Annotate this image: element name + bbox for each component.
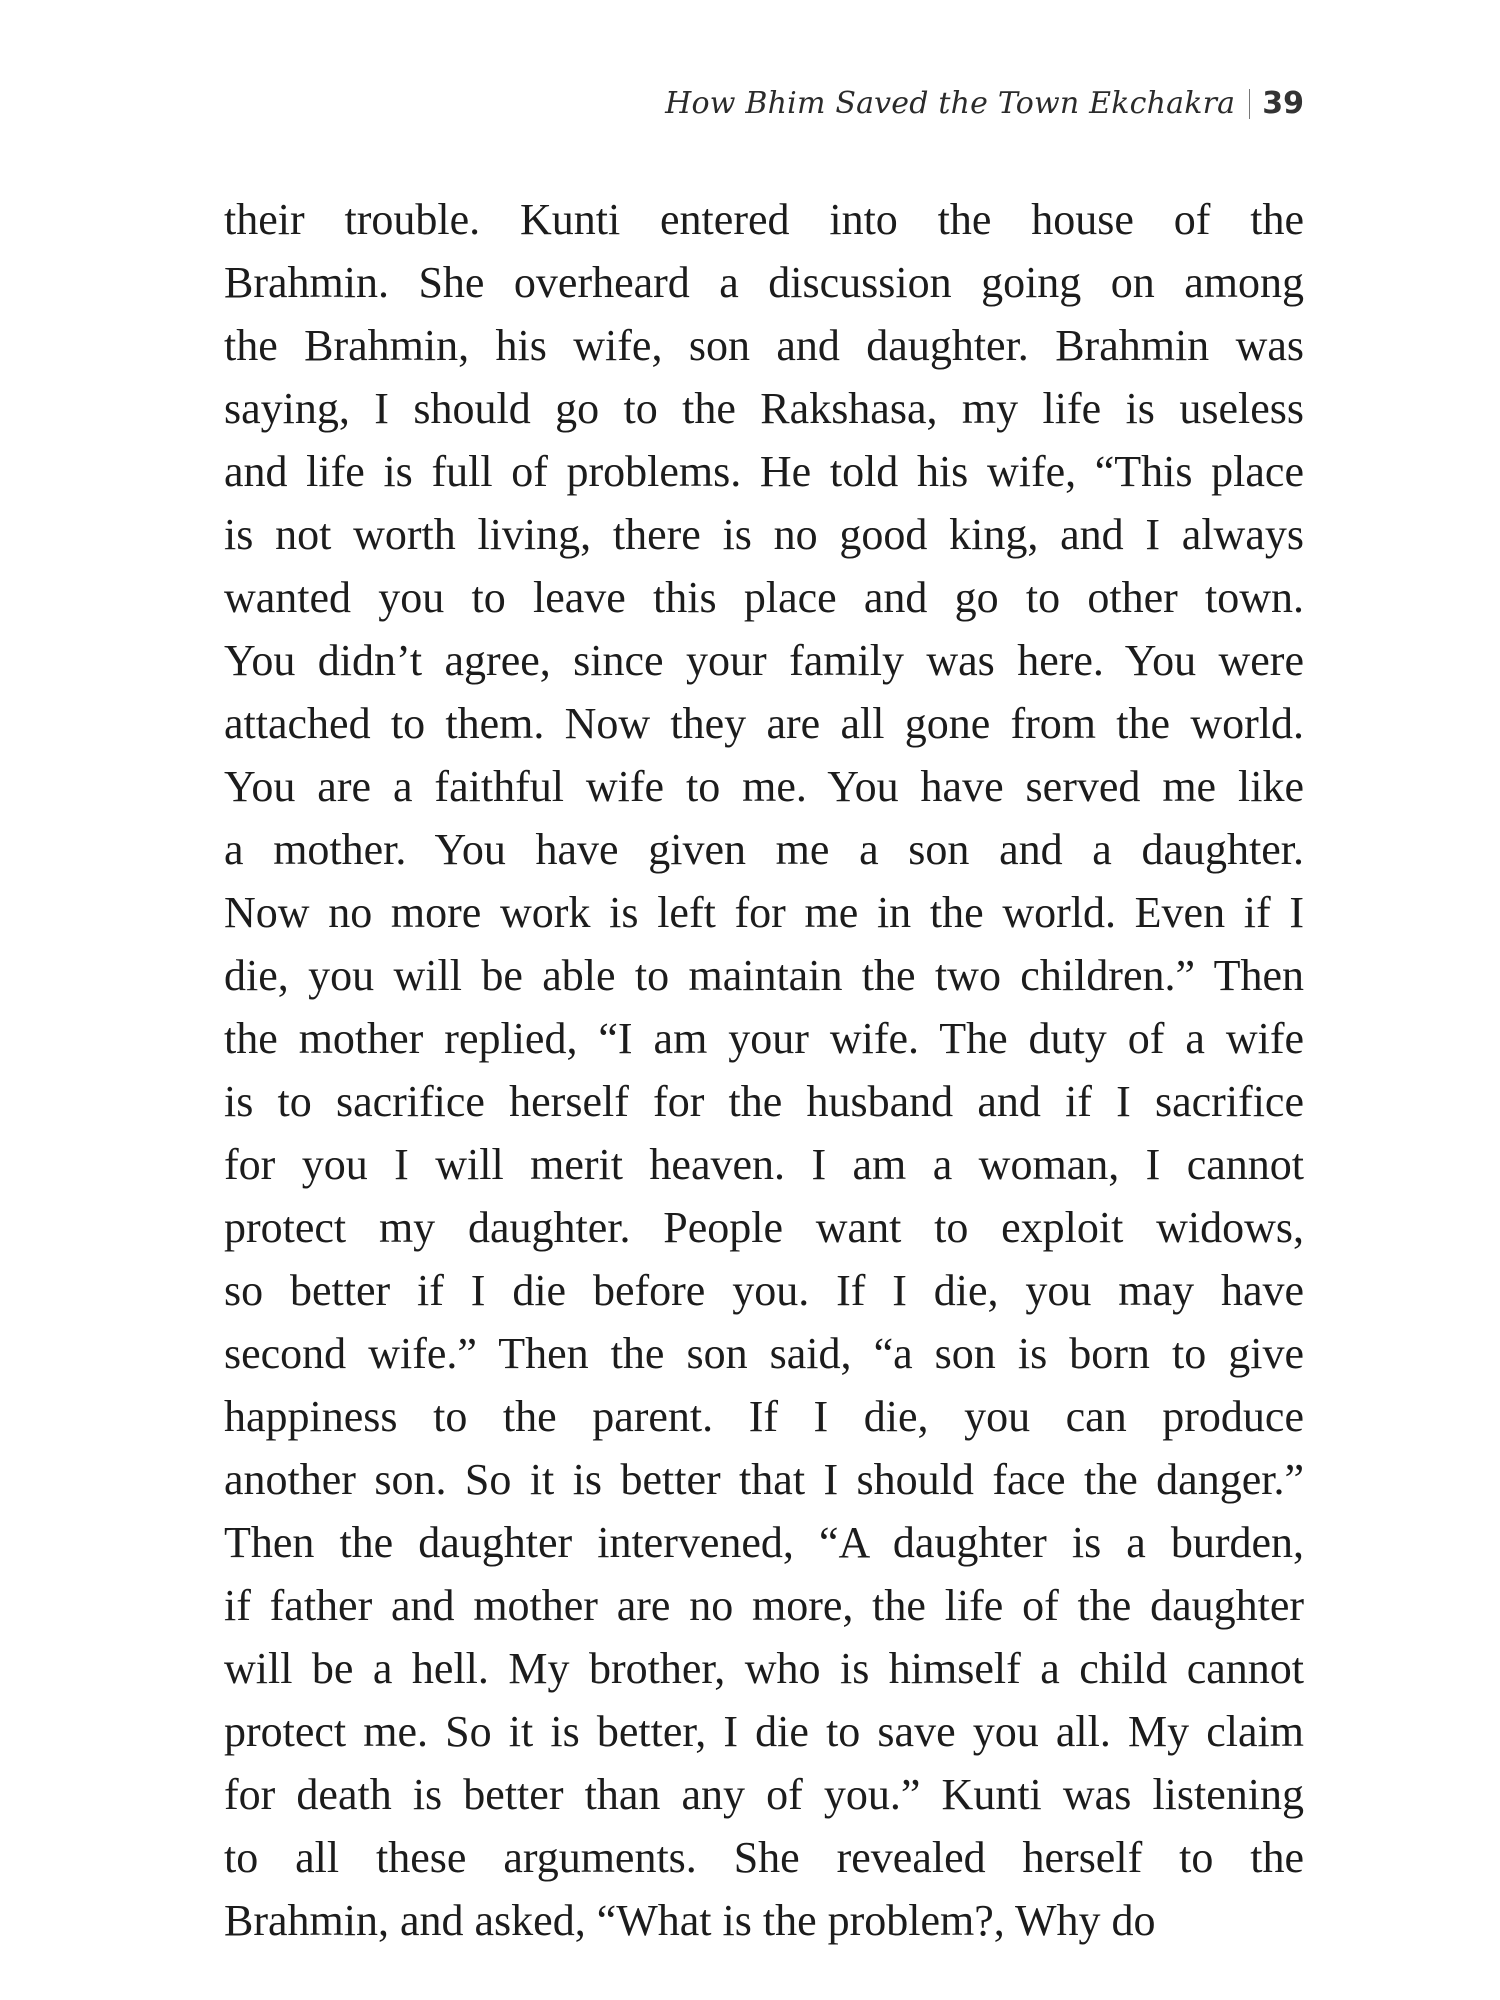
text-line: Brahmin, and asked, “What is the problem?, Why do bbox=[224, 1896, 1156, 1945]
text-line: You didn’t agree, since your family was here. You were bbox=[224, 636, 1304, 685]
text-line: a mother. You have given me a son and a daughter. bbox=[224, 825, 1304, 874]
text-line: so better if I die before you. If I die, you may have bbox=[224, 1266, 1304, 1315]
header-separator bbox=[1249, 89, 1250, 119]
page-number: 39 bbox=[1262, 86, 1304, 121]
text-line: another son. So it is better that I should face the danger.” bbox=[224, 1455, 1304, 1504]
text-line: will be a hell. My brother, who is himself a child cannot bbox=[224, 1644, 1304, 1693]
text-line: their trouble. Kunti entered into the house of the bbox=[224, 195, 1304, 244]
text-line: the Brahmin, his wife, son and daughter. Brahmin was bbox=[224, 321, 1304, 370]
text-line: wanted you to leave this place and go to other town. bbox=[224, 573, 1304, 622]
running-title: How Bhim Saved the Town Ekchakra bbox=[665, 86, 1236, 121]
text-line: saying, I should go to the Rakshasa, my life is useless bbox=[224, 384, 1304, 433]
text-line: is to sacrifice herself for the husband and if I sacrifice bbox=[224, 1077, 1304, 1126]
text-line: second wife.” Then the son said, “a son is born to give bbox=[224, 1329, 1304, 1378]
text-line: to all these arguments. She revealed herself to the bbox=[224, 1833, 1304, 1882]
text-line: Now no more work is left for me in the world. Even if I bbox=[224, 888, 1304, 937]
running-header bbox=[665, 86, 1304, 121]
text-line: Then the daughter intervened, “A daughter is a burden, bbox=[224, 1518, 1304, 1567]
text-line: if father and mother are no more, the life of the daughter bbox=[224, 1581, 1304, 1630]
text-line: happiness to the parent. If I die, you can produce bbox=[224, 1392, 1304, 1441]
text-line: die, you will be able to maintain the two children.” Then bbox=[224, 951, 1304, 1000]
body-text bbox=[224, 188, 1304, 1952]
text-line: protect my daughter. People want to exploit widows, bbox=[224, 1203, 1304, 1252]
text-line: is not worth living, there is no good king, and I always bbox=[224, 510, 1304, 559]
text-line: Brahmin. She overheard a discussion going on among bbox=[224, 258, 1304, 307]
text-line: for death is better than any of you.” Kunti was listening bbox=[224, 1770, 1304, 1819]
text-line: and life is full of problems. He told his wife, “This place bbox=[224, 447, 1304, 496]
text-line: the mother replied, “I am your wife. The duty of a wife bbox=[224, 1014, 1304, 1063]
text-line: attached to them. Now they are all gone from the world. bbox=[224, 699, 1304, 748]
text-line: You are a faithful wife to me. You have served me like bbox=[224, 762, 1304, 811]
text-line: protect me. So it is better, I die to save you all. My claim bbox=[224, 1707, 1304, 1756]
text-line: for you I will merit heaven. I am a woman, I cannot bbox=[224, 1140, 1304, 1189]
